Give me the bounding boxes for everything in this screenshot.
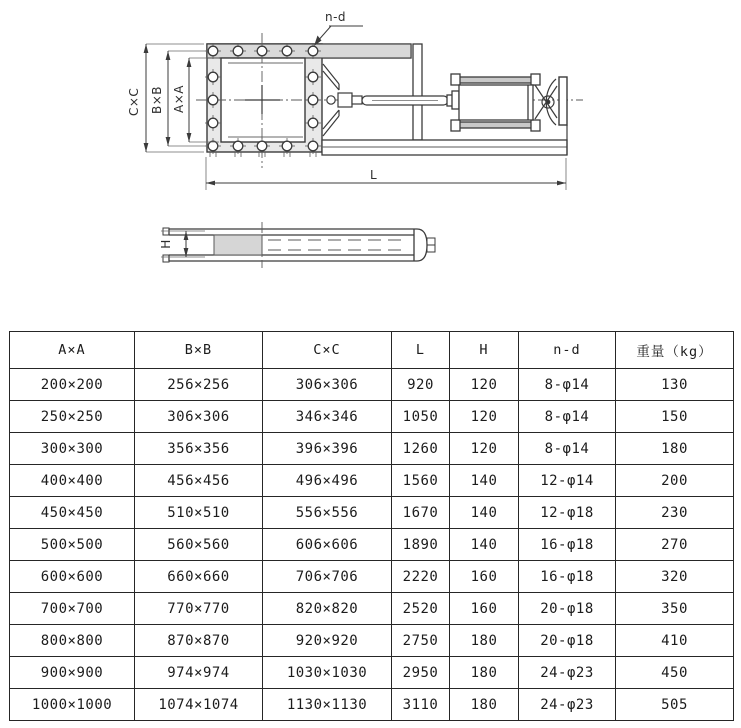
table-cell: 320 — [616, 561, 734, 593]
table-cell: 130 — [616, 369, 734, 401]
table-cell: 450×450 — [10, 497, 135, 529]
table-cell: 2520 — [392, 593, 450, 625]
stem-assembly — [323, 64, 448, 136]
table-cell: 2220 — [392, 561, 450, 593]
table-cell: 140 — [450, 497, 519, 529]
table-cell: 250×250 — [10, 401, 135, 433]
table-cell: 230 — [616, 497, 734, 529]
valve-drawing-svg — [0, 0, 741, 325]
table-cell: 140 — [450, 465, 519, 497]
table-cell: 300×300 — [10, 433, 135, 465]
table-cell: 1560 — [392, 465, 450, 497]
table-cell: 16-φ18 — [519, 561, 616, 593]
table-cell: 1260 — [392, 433, 450, 465]
table-cell: 456×456 — [135, 465, 263, 497]
table-row — [10, 561, 734, 593]
table-row — [10, 369, 734, 401]
table-cell: 396×396 — [263, 433, 392, 465]
table-cell: 1000×1000 — [10, 689, 135, 721]
table-cell: 1130×1130 — [263, 689, 392, 721]
table-row — [10, 689, 734, 721]
table-cell: 2950 — [392, 657, 450, 689]
table-cell: 350 — [616, 593, 734, 625]
table-cell: 974×974 — [135, 657, 263, 689]
table-cell: 346×346 — [263, 401, 392, 433]
table-cell: 920×920 — [263, 625, 392, 657]
table-cell: 1030×1030 — [263, 657, 392, 689]
table-header-row — [10, 332, 734, 369]
table-cell: 400×400 — [10, 465, 135, 497]
table-row — [10, 433, 734, 465]
table-cell: 410 — [616, 625, 734, 657]
table-cell: 306×306 — [135, 401, 263, 433]
dim-label-cxc: C×C — [127, 87, 141, 116]
table-cell: 270 — [616, 529, 734, 561]
table-cell: 606×606 — [263, 529, 392, 561]
table-row — [10, 657, 734, 689]
table-cell: 24-φ23 — [519, 657, 616, 689]
gate-plate-section — [214, 235, 262, 255]
table-row — [10, 593, 734, 625]
table-cell: 200×200 — [10, 369, 135, 401]
column-header: 重量（kg） — [616, 332, 734, 369]
table-row — [10, 625, 734, 657]
table-cell: 150 — [616, 401, 734, 433]
table-cell: 20-φ18 — [519, 625, 616, 657]
top-view — [196, 33, 583, 168]
dim-label-n-d: n-d — [325, 10, 347, 24]
table-cell: 770×770 — [135, 593, 263, 625]
column-header: H — [450, 332, 519, 369]
table-cell: 505 — [616, 689, 734, 721]
table-cell: 496×496 — [263, 465, 392, 497]
table-row — [10, 529, 734, 561]
table-cell: 1050 — [392, 401, 450, 433]
side-view — [163, 222, 435, 268]
table-cell: 8-φ14 — [519, 433, 616, 465]
cylinder-actuator — [447, 74, 540, 131]
table-cell: 1890 — [392, 529, 450, 561]
table-cell: 900×900 — [10, 657, 135, 689]
dim-label-l: L — [370, 168, 378, 182]
table-cell: 180 — [450, 689, 519, 721]
dim-label-bxb: B×B — [150, 85, 164, 114]
table-row — [10, 401, 734, 433]
table-cell: 12-φ14 — [519, 465, 616, 497]
table-cell: 356×356 — [135, 433, 263, 465]
column-header: B×B — [135, 332, 263, 369]
table-cell: 120 — [450, 401, 519, 433]
table-cell: 20-φ18 — [519, 593, 616, 625]
table-cell: 160 — [450, 593, 519, 625]
table-cell: 120 — [450, 433, 519, 465]
table-cell: 8-φ14 — [519, 369, 616, 401]
table-cell: 706×706 — [263, 561, 392, 593]
table-cell: 12-φ18 — [519, 497, 616, 529]
table-cell: 256×256 — [135, 369, 263, 401]
spec-table — [9, 331, 734, 721]
table-cell: 870×870 — [135, 625, 263, 657]
table-cell: 180 — [450, 657, 519, 689]
table-row — [10, 465, 734, 497]
table-row — [10, 497, 734, 529]
table-cell: 560×560 — [135, 529, 263, 561]
dim-label-h: H — [159, 239, 173, 249]
table-cell: 660×660 — [135, 561, 263, 593]
dim-label-axa: A×A — [172, 85, 186, 113]
column-header: C×C — [263, 332, 392, 369]
table-cell: 800×800 — [10, 625, 135, 657]
table-cell: 600×600 — [10, 561, 135, 593]
table-cell: 920 — [392, 369, 450, 401]
table-cell: 306×306 — [263, 369, 392, 401]
table-cell: 120 — [450, 369, 519, 401]
table-body — [10, 369, 734, 721]
table-cell: 500×500 — [10, 529, 135, 561]
technical-drawing — [0, 0, 741, 325]
table-cell: 3110 — [392, 689, 450, 721]
table-cell: 24-φ23 — [519, 689, 616, 721]
table-cell: 2750 — [392, 625, 450, 657]
table-cell: 180 — [616, 433, 734, 465]
column-header: n-d — [519, 332, 616, 369]
column-header: L — [392, 332, 450, 369]
table-cell: 510×510 — [135, 497, 263, 529]
table-cell: 1670 — [392, 497, 450, 529]
table-cell: 180 — [450, 625, 519, 657]
table-cell: 200 — [616, 465, 734, 497]
table-cell: 1074×1074 — [135, 689, 263, 721]
table-cell: 140 — [450, 529, 519, 561]
table-cell: 16-φ18 — [519, 529, 616, 561]
table-cell: 700×700 — [10, 593, 135, 625]
table-cell: 556×556 — [263, 497, 392, 529]
table-cell: 160 — [450, 561, 519, 593]
table-cell: 8-φ14 — [519, 401, 616, 433]
table-cell: 820×820 — [263, 593, 392, 625]
column-header: A×A — [10, 332, 135, 369]
table-cell: 450 — [616, 657, 734, 689]
